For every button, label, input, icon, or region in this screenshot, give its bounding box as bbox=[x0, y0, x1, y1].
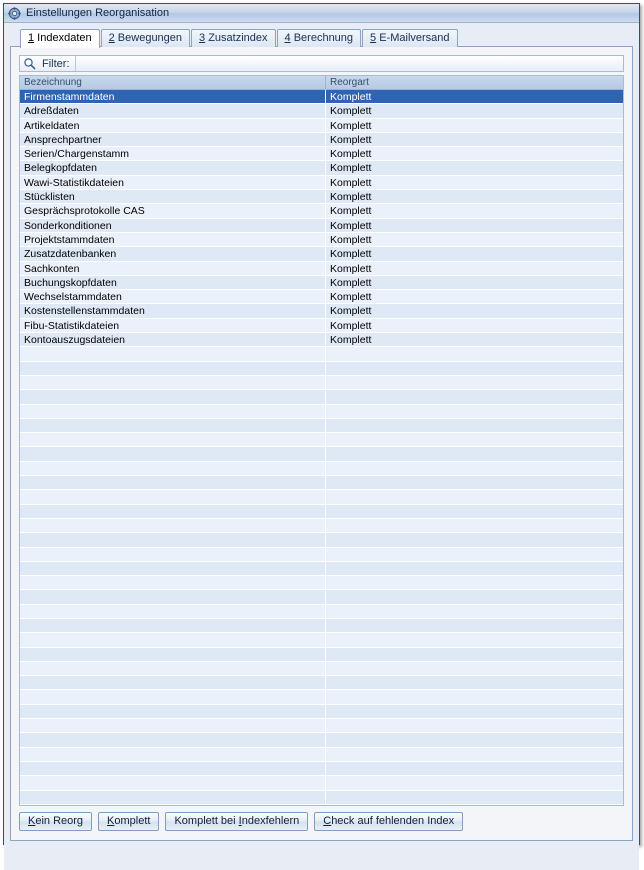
cell-bezeichnung[interactable]: Wechselstammdaten bbox=[20, 290, 326, 303]
table-row[interactable] bbox=[20, 262, 623, 276]
cell-reorgart[interactable] bbox=[326, 433, 623, 446]
table-row-empty[interactable] bbox=[20, 419, 623, 433]
tab-bewegungen-accel: 2 bbox=[108, 32, 115, 44]
table-row-empty[interactable] bbox=[20, 719, 623, 733]
tab-bewegungen-label: Bewegungen bbox=[114, 32, 183, 44]
table-row[interactable] bbox=[20, 104, 623, 118]
cell-reorgart[interactable]: Komplett bbox=[330, 162, 372, 175]
cell-bezeichnung[interactable] bbox=[20, 776, 326, 789]
table-row-empty[interactable] bbox=[20, 619, 623, 633]
table-row-empty[interactable] bbox=[20, 791, 623, 805]
table-row[interactable] bbox=[20, 333, 623, 347]
cell-bezeichnung[interactable] bbox=[20, 690, 326, 703]
table-row-empty[interactable] bbox=[20, 676, 623, 690]
cell-reorgart[interactable] bbox=[326, 376, 623, 389]
table-row-empty[interactable] bbox=[20, 762, 623, 776]
table-row-empty[interactable] bbox=[20, 476, 623, 490]
cell-bezeichnung[interactable] bbox=[20, 519, 326, 532]
cell-bezeichnung[interactable] bbox=[20, 791, 326, 804]
cell-reorgart[interactable] bbox=[326, 762, 623, 775]
table-row-empty[interactable] bbox=[20, 776, 623, 790]
tab-indexdaten[interactable] bbox=[20, 29, 100, 48]
cell-bezeichnung[interactable] bbox=[20, 476, 326, 489]
cell-reorgart[interactable] bbox=[326, 362, 623, 375]
table-row[interactable] bbox=[20, 319, 623, 333]
cell-reorgart[interactable]: Komplett bbox=[330, 291, 372, 304]
dialog-bottom-strip bbox=[10, 842, 633, 870]
cell-reorgart[interactable]: Komplett bbox=[330, 219, 372, 232]
tab-berechnung-accel: 4 bbox=[284, 32, 291, 44]
table-row-empty[interactable] bbox=[20, 433, 623, 447]
table-row-empty[interactable] bbox=[20, 519, 623, 533]
cell-bezeichnung[interactable]: Wawi-Statistikdateien bbox=[20, 176, 326, 189]
cell-reorgart[interactable] bbox=[326, 462, 623, 475]
cell-reorgart[interactable] bbox=[326, 619, 623, 632]
filter-bar[interactable] bbox=[19, 55, 624, 72]
cell-bezeichnung[interactable]: Buchungskopfdaten bbox=[20, 276, 326, 289]
komplett-accel: K bbox=[107, 815, 115, 828]
table-row[interactable] bbox=[20, 133, 623, 147]
cell-reorgart[interactable] bbox=[326, 419, 623, 432]
grid-body[interactable] bbox=[20, 90, 623, 805]
komplett-bei-indexfehlern-pre: Komplett bei bbox=[174, 815, 239, 828]
cell-reorgart[interactable]: Komplett bbox=[330, 133, 372, 146]
tab-indexdaten-accel: 1 bbox=[28, 32, 35, 44]
table-row[interactable] bbox=[20, 119, 623, 133]
cell-bezeichnung[interactable] bbox=[20, 447, 326, 460]
table-row-empty[interactable] bbox=[20, 690, 623, 704]
cell-reorgart[interactable]: Komplett bbox=[330, 276, 372, 289]
window-title: Einstellungen Reorganisation bbox=[26, 7, 170, 19]
cell-bezeichnung[interactable] bbox=[20, 733, 326, 746]
title-bar bbox=[4, 4, 639, 23]
table-row-empty[interactable] bbox=[20, 533, 623, 547]
tab-zusatzindex[interactable] bbox=[191, 29, 276, 47]
cell-bezeichnung[interactable]: Gesprächsprotokolle CAS bbox=[20, 204, 326, 217]
cell-reorgart[interactable] bbox=[326, 662, 623, 675]
cell-reorgart[interactable] bbox=[326, 719, 623, 732]
table-row[interactable] bbox=[20, 176, 623, 190]
cell-reorgart[interactable]: Komplett bbox=[330, 233, 372, 246]
cell-bezeichnung[interactable] bbox=[20, 362, 326, 375]
table-row-empty[interactable] bbox=[20, 347, 623, 361]
cell-reorgart[interactable] bbox=[326, 505, 623, 518]
table-row-empty[interactable] bbox=[20, 648, 623, 662]
table-row[interactable] bbox=[20, 161, 623, 175]
table-row[interactable] bbox=[20, 90, 623, 104]
cell-bezeichnung[interactable] bbox=[20, 505, 326, 518]
cell-reorgart[interactable] bbox=[326, 633, 623, 646]
cell-reorgart[interactable] bbox=[326, 347, 623, 360]
tab-emailversand-accel: 5 bbox=[370, 32, 377, 44]
kein-reorg-label: ein Reorg bbox=[35, 815, 84, 828]
cell-reorgart[interactable] bbox=[326, 605, 623, 618]
cell-bezeichnung[interactable]: Kontoauszugsdateien bbox=[20, 333, 326, 346]
cell-bezeichnung[interactable] bbox=[20, 390, 326, 403]
cell-reorgart[interactable] bbox=[326, 519, 623, 532]
dialog-window bbox=[3, 3, 640, 845]
tab-berechnung-label: Berechnung bbox=[290, 32, 354, 44]
komplett-button[interactable] bbox=[98, 812, 159, 831]
kein-reorg-accel: K bbox=[28, 815, 36, 828]
cell-bezeichnung[interactable] bbox=[20, 633, 326, 646]
table-row-empty[interactable] bbox=[20, 633, 623, 647]
tab-zusatzindex-label: Zusatzindex bbox=[205, 32, 268, 44]
cell-bezeichnung[interactable] bbox=[20, 347, 326, 360]
cell-bezeichnung[interactable]: Serien/Chargenstamm bbox=[20, 147, 326, 160]
table-row-empty[interactable] bbox=[20, 505, 623, 519]
cell-bezeichnung[interactable]: Stücklisten bbox=[20, 190, 326, 203]
cell-bezeichnung[interactable] bbox=[20, 405, 326, 418]
table-row-empty[interactable] bbox=[20, 662, 623, 676]
cell-bezeichnung[interactable]: Zusatzdatenbanken bbox=[20, 247, 326, 260]
table-row-empty[interactable] bbox=[20, 390, 623, 404]
komplett-bei-indexfehlern-label: ndexfehlern bbox=[241, 815, 300, 828]
check-auf-fehlenden-index-button[interactable] bbox=[314, 812, 463, 831]
tab-page-indexdaten bbox=[10, 46, 633, 841]
reorg-grid[interactable] bbox=[19, 75, 624, 806]
cell-reorgart[interactable]: Komplett bbox=[330, 205, 372, 218]
table-row-empty[interactable] bbox=[20, 405, 623, 419]
cell-reorgart[interactable] bbox=[326, 447, 623, 460]
cell-reorgart[interactable] bbox=[326, 490, 623, 503]
tab-strip bbox=[10, 29, 633, 47]
cell-bezeichnung[interactable]: Artikeldaten bbox=[20, 119, 326, 132]
tab-emailversand[interactable] bbox=[362, 29, 457, 47]
table-row-empty[interactable] bbox=[20, 362, 623, 376]
cell-bezeichnung[interactable] bbox=[20, 590, 326, 603]
cell-reorgart[interactable]: Komplett bbox=[330, 148, 372, 161]
table-row-empty[interactable] bbox=[20, 590, 623, 604]
table-row[interactable] bbox=[20, 190, 623, 204]
dialog-client-area bbox=[4, 23, 639, 870]
cell-bezeichnung[interactable] bbox=[20, 490, 326, 503]
tab-emailversand-label: E-Mailversand bbox=[376, 32, 450, 44]
cell-bezeichnung[interactable] bbox=[20, 433, 326, 446]
cell-reorgart[interactable] bbox=[326, 791, 623, 804]
cell-reorgart[interactable]: Komplett bbox=[330, 248, 372, 261]
table-row[interactable] bbox=[20, 304, 623, 318]
table-row[interactable] bbox=[20, 204, 623, 218]
filter-label: Filter: bbox=[42, 57, 70, 70]
table-row[interactable] bbox=[20, 233, 623, 247]
tab-indexdaten-label: Indexdaten bbox=[34, 32, 92, 44]
cell-bezeichnung[interactable] bbox=[20, 705, 326, 718]
cell-bezeichnung[interactable]: Fibu-Statistikdateien bbox=[20, 319, 326, 332]
cell-reorgart[interactable]: Komplett bbox=[330, 319, 372, 332]
cell-reorgart[interactable]: Komplett bbox=[330, 105, 372, 118]
check-auf-fehlenden-index-accel: C bbox=[323, 815, 332, 828]
table-row-empty[interactable] bbox=[20, 462, 623, 476]
cell-reorgart[interactable]: Komplett bbox=[330, 91, 372, 103]
table-row[interactable] bbox=[20, 219, 623, 233]
table-row-empty[interactable] bbox=[20, 733, 623, 747]
cell-reorgart[interactable]: Komplett bbox=[330, 305, 372, 318]
cell-reorgart[interactable]: Komplett bbox=[330, 191, 372, 204]
cell-reorgart[interactable] bbox=[326, 576, 623, 589]
cell-bezeichnung[interactable] bbox=[20, 576, 326, 589]
cell-bezeichnung[interactable]: Firmenstammdaten bbox=[20, 90, 326, 103]
cell-reorgart[interactable]: Komplett bbox=[330, 262, 372, 275]
table-row-empty[interactable] bbox=[20, 548, 623, 562]
komplett-bei-indexfehlern-button[interactable] bbox=[165, 812, 308, 831]
cell-bezeichnung[interactable]: Kostenstellenstammdaten bbox=[20, 304, 326, 317]
column-header-bezeichnung[interactable]: Bezeichnung bbox=[20, 76, 326, 89]
table-row-empty[interactable] bbox=[20, 447, 623, 461]
cell-reorgart[interactable] bbox=[326, 733, 623, 746]
tab-zusatzindex-accel: 3 bbox=[199, 32, 206, 44]
cell-bezeichnung[interactable] bbox=[20, 605, 326, 618]
tab-bewegungen[interactable] bbox=[101, 29, 190, 47]
table-row-empty[interactable] bbox=[20, 376, 623, 390]
cell-bezeichnung[interactable]: Sonderkonditionen bbox=[20, 219, 326, 232]
cell-reorgart[interactable]: Komplett bbox=[330, 176, 372, 189]
cell-reorgart[interactable] bbox=[326, 476, 623, 489]
cell-reorgart[interactable]: Komplett bbox=[330, 334, 372, 347]
komplett-bei-indexfehlern-accel: I bbox=[238, 815, 242, 828]
cell-bezeichnung[interactable] bbox=[20, 619, 326, 632]
grid-action-buttons bbox=[19, 806, 624, 832]
table-row-empty[interactable] bbox=[20, 576, 623, 590]
cell-bezeichnung[interactable] bbox=[20, 533, 326, 546]
cell-bezeichnung[interactable] bbox=[20, 676, 326, 689]
cell-bezeichnung[interactable] bbox=[20, 662, 326, 675]
kein-reorg-button[interactable] bbox=[19, 812, 92, 831]
filter-separator bbox=[75, 56, 76, 71]
table-row-empty[interactable] bbox=[20, 605, 623, 619]
cell-bezeichnung[interactable] bbox=[20, 462, 326, 475]
cell-bezeichnung[interactable]: Projektstammdaten bbox=[20, 233, 326, 246]
cell-bezeichnung[interactable]: Sachkonten bbox=[20, 262, 326, 275]
cell-bezeichnung[interactable] bbox=[20, 419, 326, 432]
komplett-label: omplett bbox=[114, 815, 151, 828]
cell-reorgart[interactable] bbox=[326, 676, 623, 689]
table-row-empty[interactable] bbox=[20, 705, 623, 719]
app-gear-icon bbox=[8, 7, 21, 20]
cell-bezeichnung[interactable] bbox=[20, 719, 326, 732]
cell-reorgart[interactable] bbox=[326, 590, 623, 603]
grid-header-row bbox=[20, 76, 623, 90]
cell-bezeichnung[interactable] bbox=[20, 548, 326, 561]
column-header-reorgart[interactable]: Reorgart bbox=[330, 77, 369, 88]
cell-reorgart[interactable] bbox=[326, 776, 623, 789]
table-row-empty[interactable] bbox=[20, 490, 623, 504]
cell-reorgart[interactable] bbox=[326, 405, 623, 418]
cell-reorgart[interactable] bbox=[326, 648, 623, 661]
cell-bezeichnung[interactable] bbox=[20, 648, 326, 661]
table-row-empty[interactable] bbox=[20, 562, 623, 576]
table-row[interactable] bbox=[20, 290, 623, 304]
cell-bezeichnung[interactable]: Ansprechpartner bbox=[20, 133, 326, 146]
cell-bezeichnung[interactable] bbox=[20, 562, 326, 575]
table-row-empty[interactable] bbox=[20, 748, 623, 762]
cell-bezeichnung[interactable] bbox=[20, 762, 326, 775]
cell-bezeichnung[interactable]: Adreßdaten bbox=[20, 104, 326, 117]
cell-bezeichnung[interactable] bbox=[20, 376, 326, 389]
table-row[interactable] bbox=[20, 247, 623, 261]
magnifier-icon[interactable] bbox=[23, 57, 36, 70]
check-auf-fehlenden-index-label: heck auf fehlenden Index bbox=[331, 815, 455, 828]
cell-reorgart[interactable] bbox=[326, 390, 623, 403]
tab-berechnung[interactable] bbox=[277, 29, 362, 47]
cell-reorgart[interactable] bbox=[326, 562, 623, 575]
table-row[interactable] bbox=[20, 276, 623, 290]
cell-reorgart[interactable] bbox=[326, 748, 623, 761]
table-row[interactable] bbox=[20, 147, 623, 161]
cell-reorgart[interactable] bbox=[326, 548, 623, 561]
cell-reorgart[interactable] bbox=[326, 533, 623, 546]
cell-bezeichnung[interactable]: Belegkopfdaten bbox=[20, 161, 326, 174]
cell-reorgart[interactable] bbox=[326, 705, 623, 718]
cell-bezeichnung[interactable] bbox=[20, 748, 326, 761]
cell-reorgart[interactable] bbox=[326, 690, 623, 703]
cell-reorgart[interactable]: Komplett bbox=[330, 119, 372, 132]
